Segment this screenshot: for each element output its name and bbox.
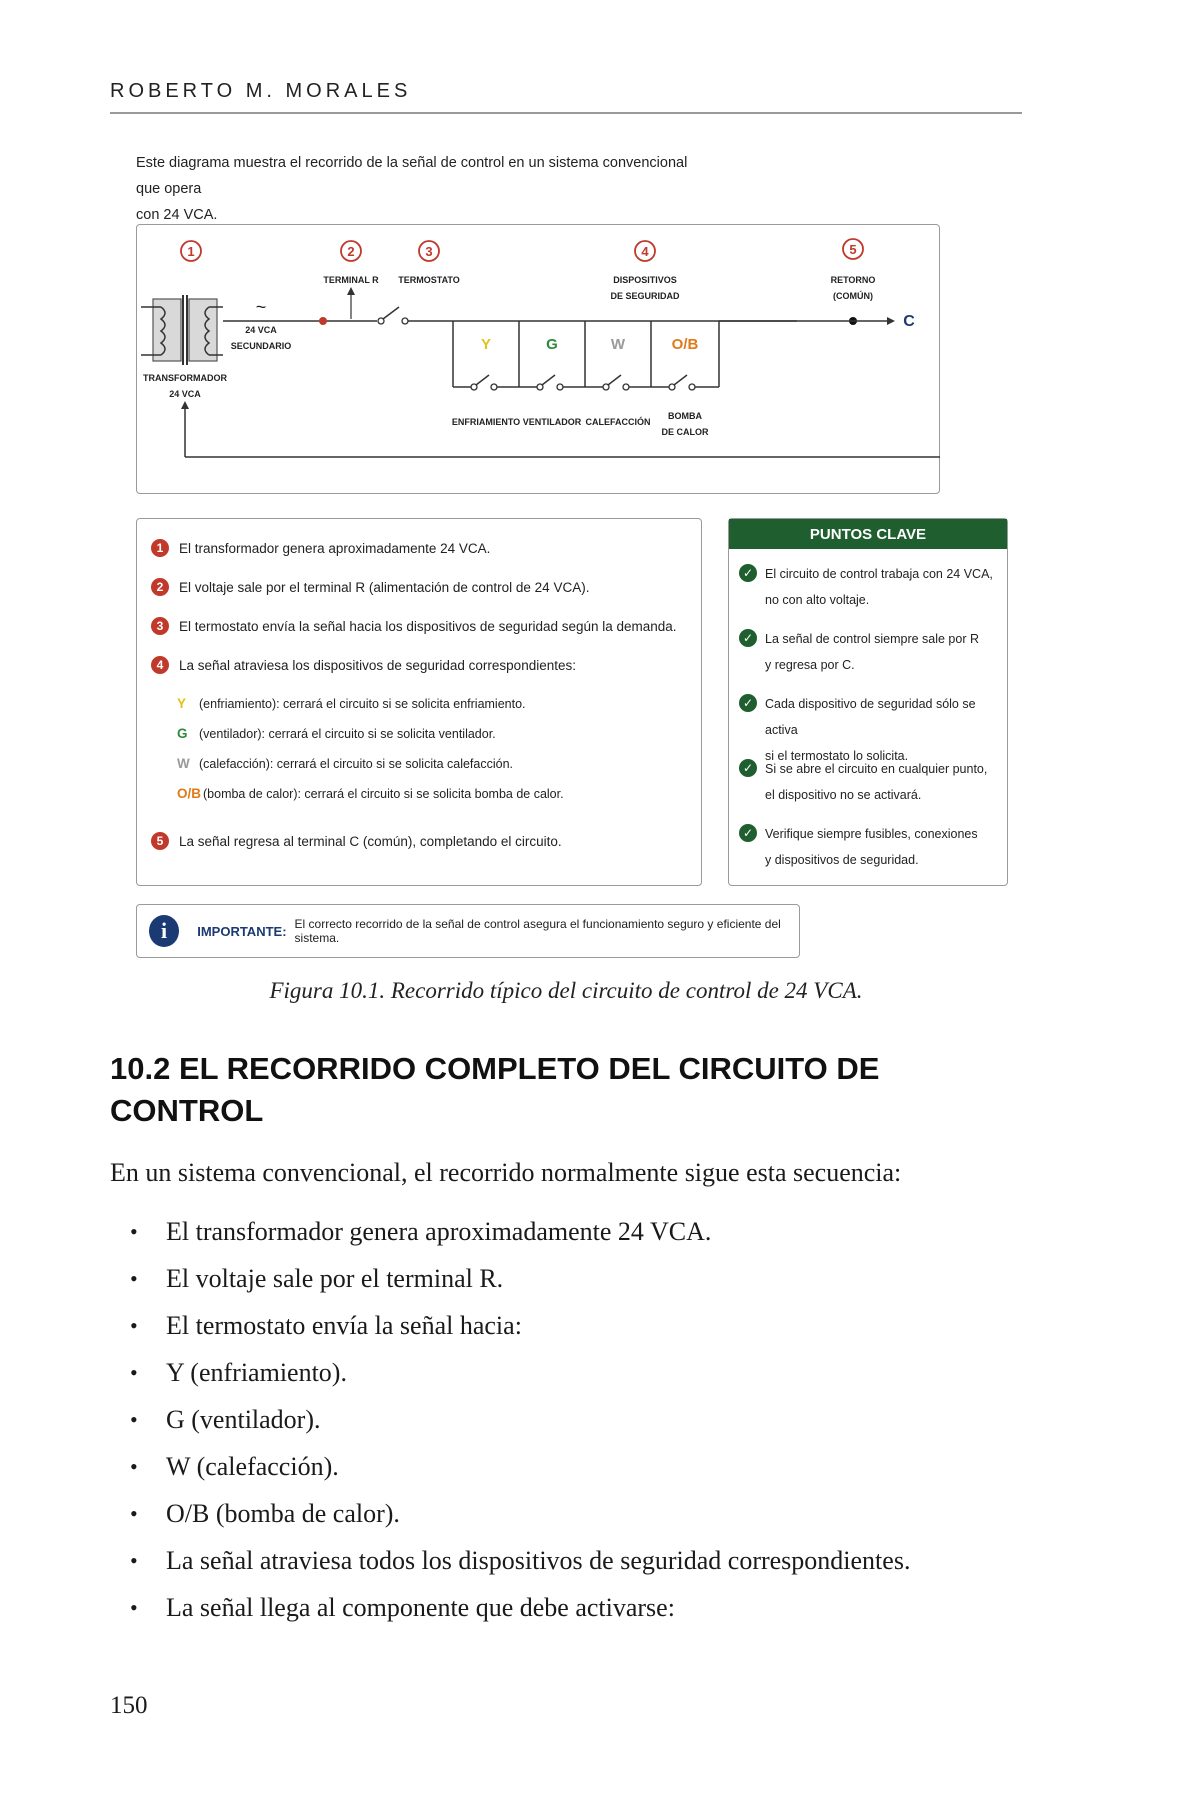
section-title-line: 10.2 EL RECORRIDO COMPLETO DEL CIRCUITO DE [110, 1051, 880, 1086]
key-point-line: y regresa por C. [765, 658, 855, 672]
page-number: 150 [110, 1692, 148, 1719]
list-item-text: La señal atraviesa todos los dispositivos de seguridad correspondientes. [166, 1546, 911, 1575]
bullet-icon: • [130, 1595, 138, 1620]
step-5 [151, 832, 562, 850]
list-item-text: O/B (bomba de calor). [166, 1499, 400, 1528]
transformer-label: TRANSFORMADOR [143, 373, 227, 383]
sub-step-code: Y [177, 696, 187, 711]
check-icon: ✓ [739, 629, 757, 647]
svg-text:4: 4 [641, 244, 649, 259]
list-item [110, 1302, 910, 1349]
important-note [136, 904, 800, 958]
marker-5 [831, 239, 876, 301]
list-item [110, 1208, 910, 1255]
check-icon: ✓ [739, 759, 757, 777]
bullet-icon: • [130, 1454, 138, 1479]
list-item [110, 1537, 910, 1584]
device-label-g: VENTILADOR [522, 417, 582, 427]
key-point-line: y dispositivos de seguridad. [765, 853, 919, 867]
svg-text:TERMOSTATO: TERMOSTATO [398, 275, 460, 285]
important-text: El correcto recorrido de la señal de control asegura el funcionamiento seguro y eficiente del sistema. [294, 917, 781, 945]
terminal-r-dot [319, 317, 327, 325]
svg-text:DISPOSITIVOS: DISPOSITIVOS [613, 275, 677, 285]
key-points-panel [728, 518, 1008, 886]
list-item-text: La señal llega al componente que debe activarse: [166, 1593, 675, 1622]
device-code-ob: O/B [671, 336, 699, 353]
sub-step-text: (bomba de calor): cerrará el circuito si se solicita bomba de calor. [203, 786, 564, 801]
ac-symbol: ~ [255, 297, 267, 317]
device-label-w: CALEFACCIÓN [585, 417, 651, 427]
running-header-author: ROBERTO M. MORALES [110, 80, 412, 102]
step-2 [151, 578, 589, 596]
figure-intro [136, 150, 696, 228]
key-points-title: PUNTOS CLAVE [729, 519, 1007, 549]
key-point-line: el dispositivo no se activará. [765, 788, 922, 802]
figure-caption: Figura 10.1. Recorrido típico del circuito de control de 24 VCA. [269, 978, 863, 1003]
sub-step-text: (ventilador): cerrará el circuito si se solicita ventilador. [199, 726, 496, 741]
key-point [739, 756, 1001, 808]
transformer-icon [141, 295, 223, 365]
marker-4 [610, 241, 680, 301]
bullet-icon: • [130, 1360, 138, 1385]
marker-2 [323, 241, 379, 285]
transformer-label: 24 VCA [169, 389, 201, 399]
section-intro: En un sistema convencional, el recorrido normalmente sigue esta secuencia: [110, 1158, 902, 1187]
list-item-text: W (calefacción). [166, 1452, 339, 1481]
list-item-text: G (ventilador). [166, 1405, 321, 1434]
step-text: El transformador genera aproximadamente 24 VCA. [179, 540, 491, 556]
svg-text:3: 3 [425, 244, 433, 259]
figure-intro-line: con 24 VCA. [136, 207, 218, 223]
list-item-text: El voltaje sale por el terminal R. [166, 1264, 504, 1293]
list-item-text: Y (enfriamiento). [166, 1358, 347, 1387]
list-item-text: El transformador genera aproximadamente 24 VCA. [166, 1217, 712, 1246]
section-title-line: CONTROL [110, 1093, 264, 1128]
step-text: El voltaje sale por el terminal R (alimentación de control de 24 VCA). [179, 579, 590, 595]
sub-step-code: O/B [177, 786, 202, 801]
device-code-w: W [610, 336, 626, 353]
step-4 [151, 656, 576, 674]
marker-1 [181, 241, 201, 261]
header-rule [110, 112, 1022, 114]
bullet-icon: • [130, 1548, 138, 1573]
sub-step-code: G [177, 726, 188, 741]
step-text: El termostato envía la señal hacia los dispositivos de seguridad según la demanda. [179, 618, 677, 634]
important-label: IMPORTANTE: [197, 923, 287, 939]
check-icon: ✓ [739, 564, 757, 582]
device-label-ob: DE CALOR [661, 427, 709, 437]
step-number: 2 [151, 578, 169, 596]
marker-3 [398, 241, 460, 285]
svg-text:DE SEGURIDAD: DE SEGURIDAD [610, 291, 680, 301]
sub-step-g [177, 726, 496, 741]
sequence-list [110, 1208, 910, 1631]
key-point-line: El circuito de control trabaja con 24 VCA, [765, 567, 993, 581]
device-label-y: ENFRIAMIENTO [451, 417, 521, 427]
bullet-icon: • [130, 1313, 138, 1338]
key-point-line: no con alto voltaje. [765, 593, 870, 607]
svg-text:2: 2 [347, 244, 355, 259]
list-item [110, 1443, 910, 1490]
key-point [739, 561, 1001, 613]
key-point-line: si el termostato lo solicita. [765, 749, 909, 763]
list-item [110, 1349, 910, 1396]
secondary-label: 24 VCA [245, 325, 277, 335]
svg-text:5: 5 [849, 242, 857, 257]
step-text: La señal regresa al terminal C (común), completando el circuito. [179, 833, 562, 849]
secondary-label: SECUNDARIO [230, 341, 292, 351]
step-3 [151, 617, 677, 635]
bullet-icon: • [130, 1407, 138, 1432]
step-text: La señal atraviesa los dispositivos de seguridad correspondientes: [179, 657, 576, 673]
svg-text:1: 1 [187, 244, 195, 259]
figure-intro-line: Este diagrama muestra el recorrido de la señal de control en un sistema convencional que opera [136, 155, 688, 197]
step-number: 5 [151, 832, 169, 850]
steps-panel [136, 518, 702, 886]
bullet-icon: • [130, 1266, 138, 1291]
sub-step-w [177, 756, 513, 771]
key-point-line: Cada dispositivo de seguridad sólo se activa [765, 697, 976, 737]
device-code-y: Y [480, 336, 492, 353]
step-number: 4 [151, 656, 169, 674]
device-label-ob: BOMBA [668, 411, 702, 421]
sub-step-ob [177, 786, 564, 801]
list-item [110, 1255, 910, 1302]
key-point-line: Verifique siempre fusibles, conexiones [765, 827, 978, 841]
step-number: 3 [151, 617, 169, 635]
key-point [739, 626, 1001, 678]
info-icon: i [149, 915, 179, 947]
list-item [110, 1490, 910, 1537]
sub-step-y [177, 696, 526, 711]
list-item [110, 1584, 910, 1631]
svg-text:(COMÚN): (COMÚN) [833, 291, 873, 301]
bullet-icon: • [130, 1501, 138, 1526]
svg-text:RETORNO: RETORNO [830, 275, 876, 285]
list-item-text: El termostato envía la señal hacia: [166, 1311, 522, 1340]
key-point-line: Si se abre el circuito en cualquier punto, [765, 762, 988, 776]
svg-text:TERMINAL R: TERMINAL R [323, 275, 379, 285]
step-number: 1 [151, 539, 169, 557]
device-code-g: G [546, 336, 558, 353]
check-icon: ✓ [739, 824, 757, 842]
check-icon: ✓ [739, 694, 757, 712]
bullet-icon: • [130, 1219, 138, 1244]
sub-step-code: W [177, 756, 190, 771]
key-point [739, 821, 1001, 873]
circuit-diagram [136, 224, 940, 494]
step-1 [151, 539, 490, 557]
list-item [110, 1396, 910, 1443]
sub-step-text: (calefacción): cerrará el circuito si se solicita calefacción. [199, 756, 514, 771]
sub-step-text: (enfriamiento): cerrará el circuito si se solicita enfriamiento. [199, 696, 526, 711]
section-title [110, 1048, 1010, 1132]
common-terminal-label: C [903, 313, 915, 330]
key-point-line: La señal de control siempre sale por R [765, 632, 980, 646]
